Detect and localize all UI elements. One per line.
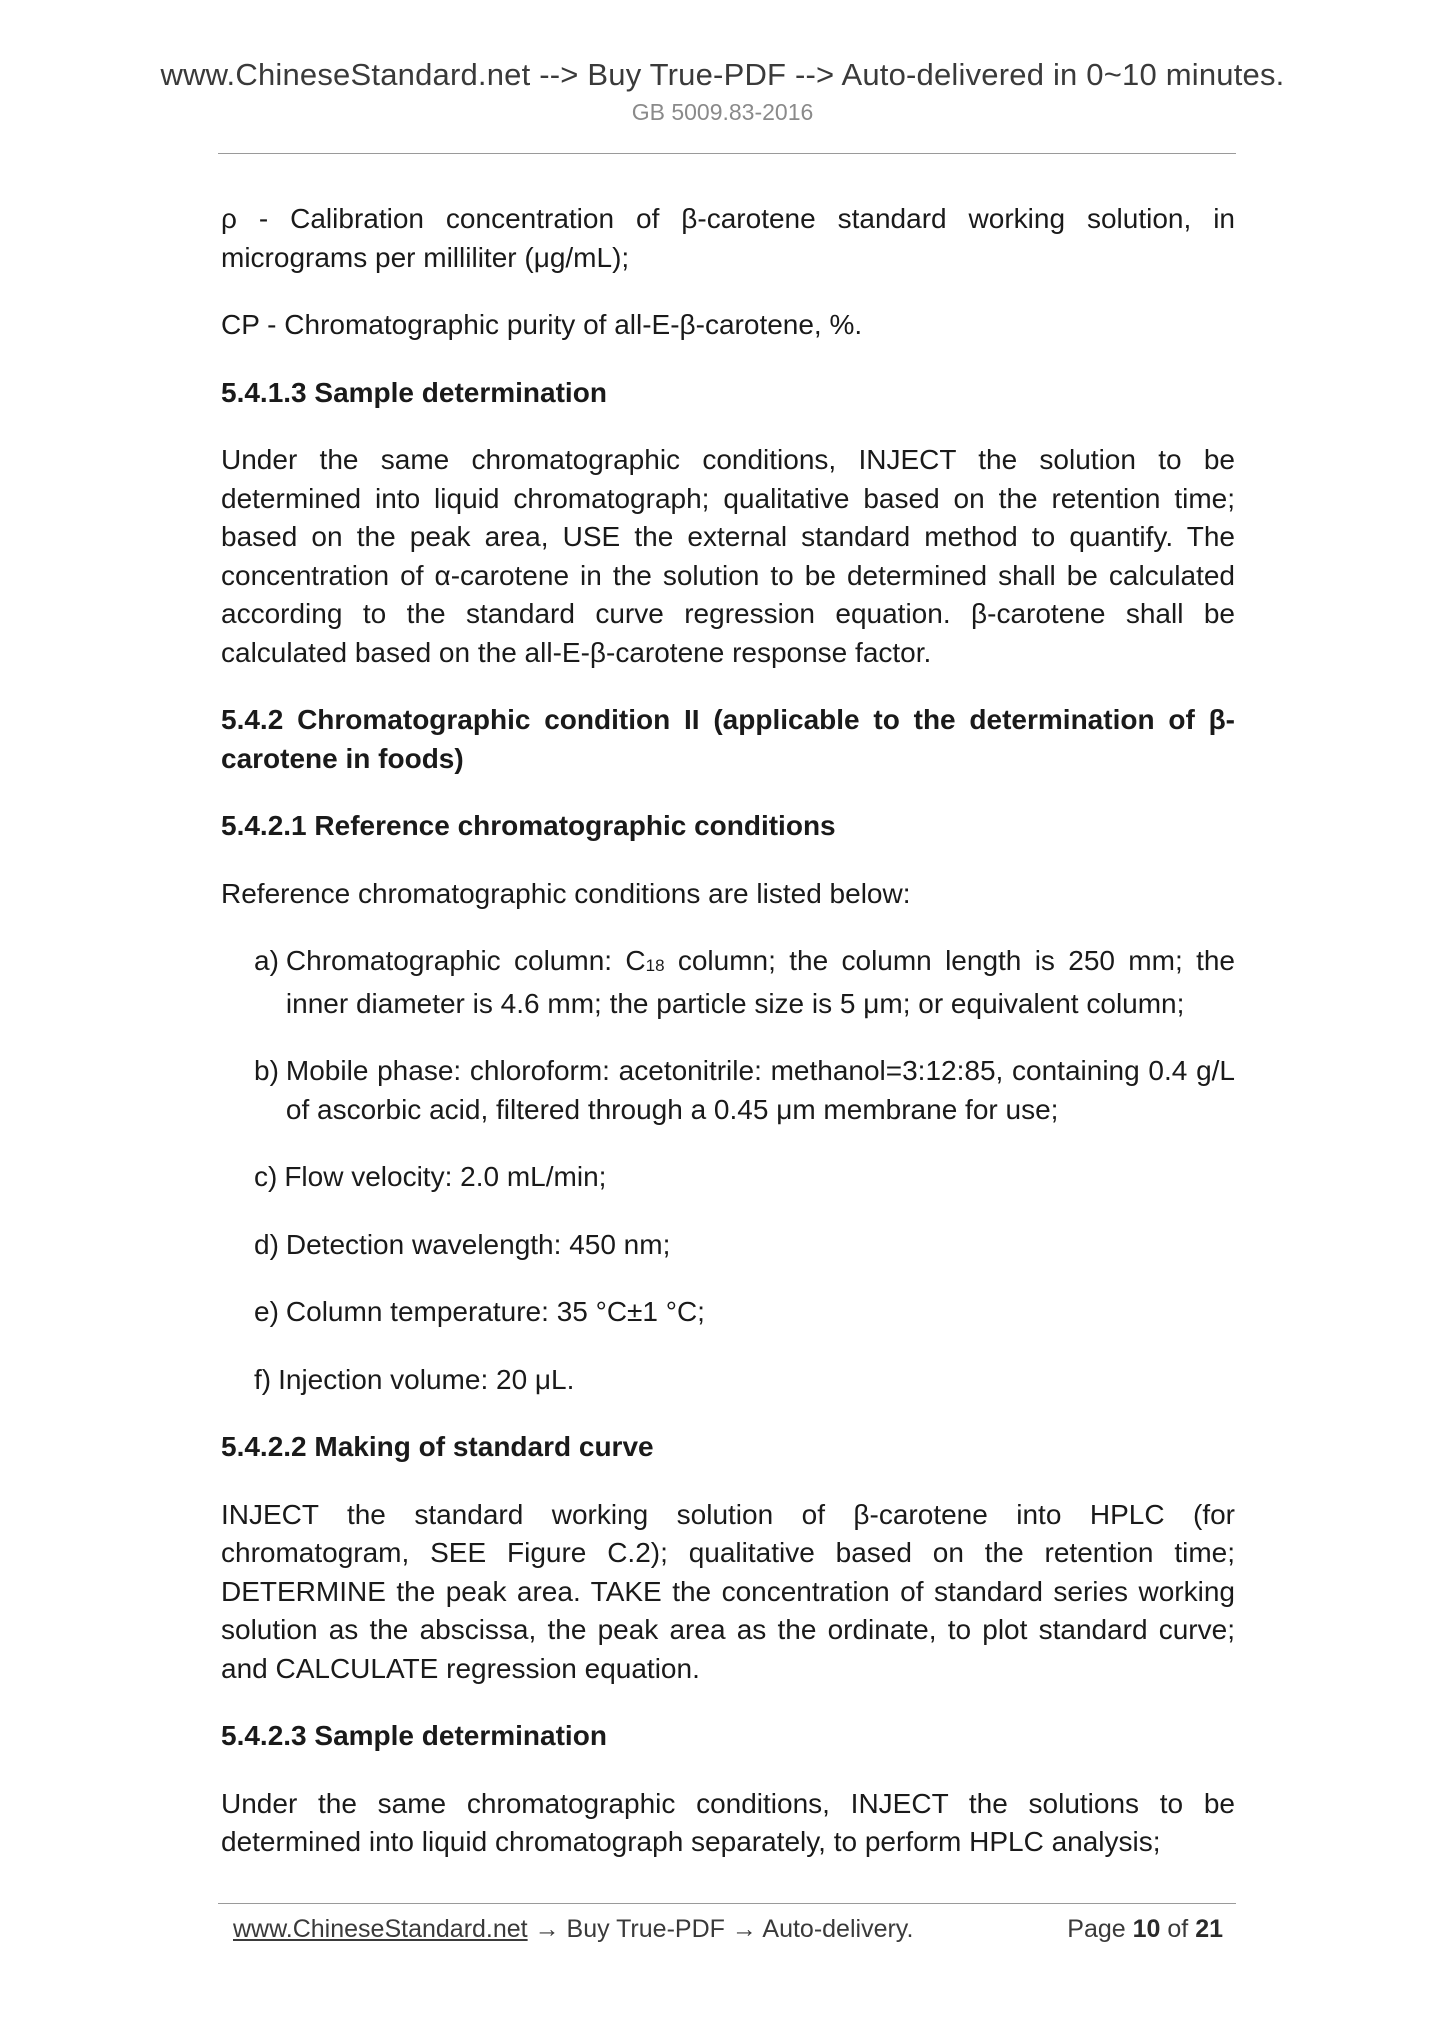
footer-tagline: → Buy True-PDF → Auto-delivery.	[527, 1915, 914, 1943]
list-item	[254, 942, 1235, 1023]
list-marker: b)	[254, 1055, 279, 1086]
heading-5-4-2: 5.4.2 Chromatographic condition II (applicable to the determination of β-carotene in foods)	[221, 704, 1235, 774]
footer-site-link[interactable]: www.ChineseStandard.net	[233, 1915, 528, 1943]
page-label: Page	[1067, 1915, 1126, 1943]
heading-5-4-2-3: 5.4.2.3 Sample determination	[221, 1720, 607, 1751]
paragraph-standard-curve: INJECT the standard working solution of β-carotene into HPLC (for chromatogram, SEE Figure C.2); qualitative based on the retention time; DETERMINE the peak area. TAKE the concentration of standard series working solution as the abscissa, the peak area as the ordinate, to plot standard curve; and CALCULATE regression equation.	[221, 1498, 1235, 1684]
list-item-text: Mobile phase: chloroform: acetonitrile: methanol=3:12:85, containing 0.4 g/L of ascorbic acid, filtered through a 0.45 μm membrane for use;	[285, 1055, 1235, 1125]
list-marker: a)	[254, 945, 279, 976]
header-divider	[218, 153, 1236, 154]
page-total: 21	[1195, 1915, 1223, 1943]
list-item-text: Detection wavelength: 450 nm;	[285, 1228, 671, 1260]
column-text-suffix: column; the column length is 250 mm; the inner diameter is 4.6 mm; the particle size is 5 μm; or equivalent column;	[285, 945, 1235, 1019]
list-item-text: Injection volume: 20 μL.	[278, 1363, 575, 1395]
paragraph-rho-definition: ρ - Calibration concentration of β-carotene standard working solution, in micrograms per milliliter (μg/mL);	[221, 203, 1235, 273]
page-indicator	[1067, 1913, 1223, 1945]
page-header	[0, 56, 1445, 126]
list-item-text: Flow velocity: 2.0 mL/min;	[284, 1161, 607, 1192]
footer-promo	[233, 1913, 913, 1945]
paragraph-reference-conditions-intro: Reference chromatographic conditions are listed below:	[221, 877, 911, 909]
heading-5-4-2-1: 5.4.2.1 Reference chromatographic conditions	[221, 810, 836, 841]
list-item	[254, 1361, 1235, 1400]
list-marker: d)	[254, 1228, 279, 1260]
conditions-list	[254, 942, 1235, 1399]
page-current: 10	[1132, 1915, 1161, 1943]
list-marker: c)	[254, 1161, 278, 1192]
list-item-text	[286, 942, 1235, 1023]
list-item	[254, 1052, 1235, 1129]
paragraph-sample-determination-1: Under the same chromatographic conditions, INJECT the solution to be determined into liquid chromatograph; qualitative based on the retention time; based on the peak area, USE the external standard method to quantify. The concentration of α-carotene in the solution to be determined shall be calculated according to the standard curve regression equation. β-carotene shall be calculated based on the all-E-β-carotene response factor.	[221, 444, 1235, 668]
column-text-prefix: Chromatographic column: C	[285, 945, 646, 976]
document-body	[221, 200, 1235, 1891]
list-marker: e)	[254, 1296, 279, 1327]
heading-5-4-1-3: 5.4.1.3 Sample determination	[221, 376, 607, 408]
list-item	[254, 1158, 1235, 1197]
standard-number: GB 5009.83-2016	[631, 99, 814, 125]
footer-divider	[218, 1903, 1236, 1904]
column-subscript: 18	[645, 956, 665, 975]
page-of-label: of	[1167, 1915, 1189, 1943]
list-item	[254, 1226, 1235, 1265]
header-banner: www.ChineseStandard.net --> Buy True-PDF --> Auto-delivered in 0~10 minutes.	[160, 57, 1285, 92]
list-marker: f)	[254, 1363, 272, 1395]
paragraph-sample-determination-2: Under the same chromatographic conditions, INJECT the solutions to be determined into liquid chromatograph separately, to perform HPLC analysis;	[221, 1787, 1235, 1857]
page-footer	[233, 1913, 1223, 1945]
list-item-text: Column temperature: 35 °C±1 °C;	[285, 1296, 705, 1327]
list-item	[254, 1293, 1235, 1332]
paragraph-cp-definition: CP - Chromatographic purity of all-E-β-carotene, %.	[221, 309, 863, 340]
heading-5-4-2-2: 5.4.2.2 Making of standard curve	[221, 1431, 654, 1462]
